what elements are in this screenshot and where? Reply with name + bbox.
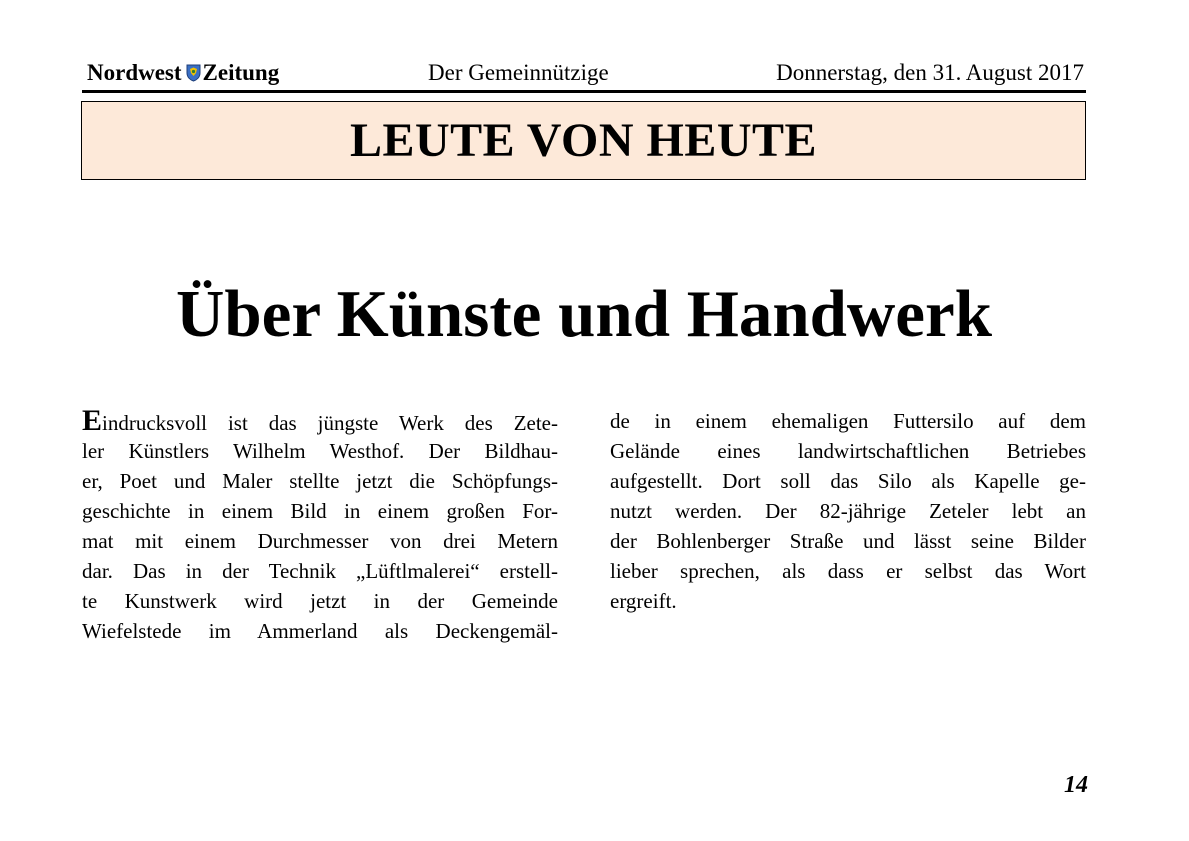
article-line: ler Künstlers Wilhelm Westhof. Der Bildhau- [82,439,558,463]
drop-cap: E [82,406,103,436]
page-number: 14 [1064,772,1088,798]
article-line-text: indrucksvoll ist das jüngste Werk des Zete- [102,411,558,435]
article-line: der Bohlenberger Straße und lässt seine Bilder [610,529,1086,553]
article-line: Gelände eines landwirtschaftlichen Betriebes [610,439,1086,463]
article-line: de in einem ehemaligen Futtersilo auf dem [610,409,1086,433]
article-headline: Über Künste und Handwerk [176,277,992,351]
article-line: lieber sprechen, als dass er selbst das Wort [610,559,1086,583]
article-column-left [82,406,558,646]
brand-name-first: Nordwest [87,60,182,85]
supplement-title: Der Gemeinnützige [428,60,609,85]
article-line: nutzt werden. Der 82-jährige Zeteler lebt an [610,499,1086,523]
masthead [82,56,1086,90]
section-banner: LEUTE VON HEUTE [81,101,1086,180]
issue-date: Donnerstag, den 31. August 2017 [776,60,1084,85]
newspaper-brand [87,56,279,90]
article-line: ergreift. [610,589,677,613]
article-line: dar. Das in der Technik „Lüftlmalerei“ erstell- [82,559,558,583]
coat-of-arms-icon [186,58,201,76]
article-line: er, Poet und Maler stellte jetzt die Schöpfungs- [82,469,558,493]
masthead-divider [82,90,1086,93]
article-line: aufgestellt. Dort soll das Silo als Kapelle ge- [610,469,1086,493]
article-column-right [610,406,1086,616]
brand-name-second: Zeitung [202,60,280,85]
article-line: Wiefelstede im Ammerland als Deckengemäl- [82,619,558,643]
article-line: mat mit einem Durchmesser von drei Metern [82,529,558,553]
article-line: te Kunstwerk wird jetzt in der Gemeinde [82,589,558,613]
article-line [82,406,558,436]
article-line: geschichte in einem Bild in einem großen For- [82,499,558,523]
